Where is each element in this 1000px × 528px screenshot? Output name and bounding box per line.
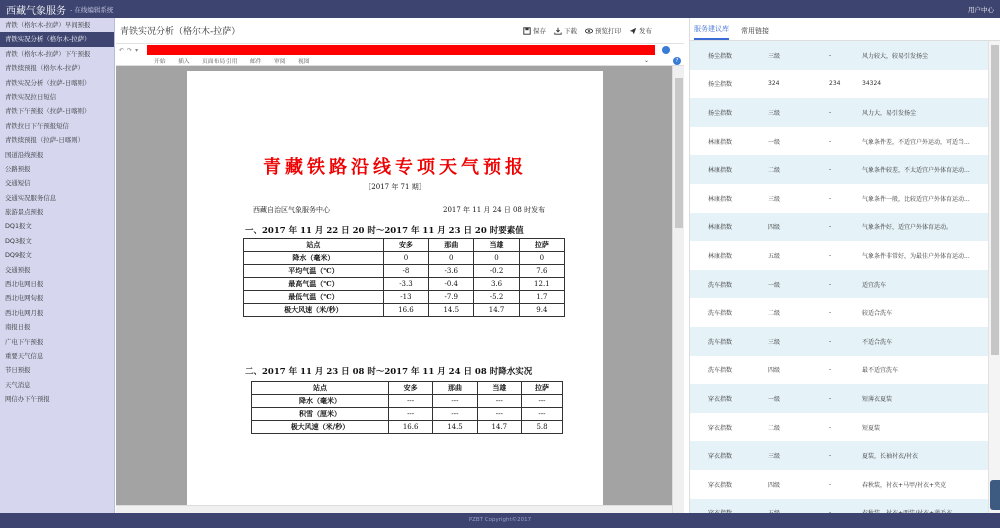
list-item-field: 林康指数 [708, 195, 733, 203]
save-icon [523, 27, 531, 35]
document-title-bar [147, 45, 655, 55]
list-item-field: 三级 [768, 453, 781, 461]
list-item[interactable] [690, 298, 989, 327]
list-item[interactable] [690, 241, 989, 270]
list-item-field: 234 [829, 80, 841, 88]
sidebar-item[interactable]: DQ3报文 [5, 236, 32, 245]
list-item-field: 四级 [768, 224, 781, 232]
sidebar-item[interactable]: 国道沿线预报 [5, 150, 44, 159]
list-item-field: - [829, 137, 832, 145]
list-item[interactable] [690, 384, 989, 413]
doc-issue: ［2017 年 71 期］ [364, 183, 426, 191]
table-cell: --- [433, 408, 477, 421]
list-item-field: 三级 [768, 338, 781, 346]
table-row [252, 421, 563, 434]
table-header-cell: 当雄 [474, 239, 519, 252]
table-cell: --- [477, 395, 521, 408]
list-item-field: 一级 [768, 281, 781, 289]
list-item-field: 324 [768, 80, 780, 88]
sidebar-item[interactable]: 西北电网旬报 [5, 294, 44, 303]
list-item-field: 最不适宜洗车 [862, 367, 899, 375]
list-item-field: 穿衣指数 [708, 453, 733, 461]
right-tabs [690, 18, 1000, 41]
list-item[interactable] [690, 270, 989, 299]
table-header-cell: 安多 [383, 239, 428, 252]
table-cell: 14.5 [429, 304, 474, 317]
table-header-cell: 那曲 [429, 239, 474, 252]
list-item-field: - [829, 452, 832, 460]
save-label: 保存 [533, 27, 546, 35]
table-row-label: 降水（毫米） [252, 395, 389, 408]
download-label: 下载 [564, 27, 577, 35]
list-item-field: 气象条件较差，不太适宜户外体育运动... [862, 167, 970, 175]
table-cell: --- [522, 395, 563, 408]
table-header-cell: 安多 [388, 382, 432, 395]
list-item[interactable] [690, 470, 989, 499]
list-item-field: - [829, 194, 832, 202]
right-panel [689, 18, 1000, 513]
sidebar-item[interactable]: 青铁续预报（拉萨-日喀则） [5, 136, 84, 145]
table-row-label: 降水（毫米） [244, 252, 384, 265]
table-cell: -5.2 [474, 291, 519, 304]
section-heading-1: 一、2017 年 11 月 22 日 20 时～2017 年 11 月 23 日 20 时要素值 [245, 226, 524, 236]
list-item-field: 不适合洗车 [862, 338, 893, 346]
list-item-field: 气象条件差，不适宜户外运动，可适当... [862, 138, 970, 146]
list-item-field: 四级 [768, 481, 781, 489]
list-item-field: - [829, 394, 832, 402]
send-icon [629, 27, 637, 35]
list-item-field: 林康指数 [708, 167, 733, 175]
table-cell: 1.7 [519, 291, 564, 304]
list-item[interactable] [690, 413, 989, 442]
list-item[interactable] [690, 356, 989, 385]
quick-access-bar [116, 44, 684, 56]
list-item-field: - [829, 166, 832, 174]
list-item-field: 短薄衣夏装 [862, 395, 893, 403]
list-item-field: 三级 [768, 195, 781, 203]
list-item-field: 扬尘指数 [708, 81, 733, 89]
table-cell: 14.5 [433, 421, 477, 434]
sidebar-item[interactable]: 交通实况服务信息 [5, 193, 57, 202]
list-item[interactable] [690, 441, 989, 470]
doc-org: 西藏自治区气象服务中心 [253, 206, 330, 214]
ribbon-tab[interactable]: 开始 [154, 59, 166, 65]
list-item-field: 洗车指数 [708, 310, 733, 318]
customize-icon[interactable]: ▾ [135, 46, 139, 54]
ribbon-tab[interactable]: 视图 [298, 59, 310, 65]
list-item-field: 气象条件非常好，为最佳户外体育运动... [862, 252, 970, 260]
list-item-field: 四级 [768, 367, 781, 375]
download-button[interactable] [554, 26, 577, 35]
list-item-field: - [829, 366, 832, 374]
list-item-field: - [829, 51, 832, 59]
list-item-field: - [829, 480, 832, 488]
list-item-field: 洗车指数 [708, 367, 733, 375]
list-item-field: 二级 [768, 424, 781, 432]
table-row [252, 395, 563, 408]
sidebar-item[interactable]: DQ1报文 [5, 222, 32, 231]
ribbon-tabs [116, 56, 684, 66]
table-cell: --- [433, 395, 477, 408]
table-row [244, 278, 565, 291]
table-cell: 9.4 [519, 304, 564, 317]
sidebar-item[interactable]: 南报日报 [5, 323, 31, 332]
undo-icon[interactable]: ↶ [119, 46, 125, 54]
list-item-field: 穿衣指数 [708, 481, 733, 489]
table-cell: --- [522, 408, 563, 421]
table-row-label: 平均气温（℃） [244, 265, 384, 278]
list-item-field: 二级 [768, 310, 781, 318]
table-header-cell: 站点 [244, 239, 384, 252]
list-item-field: - [829, 108, 832, 116]
sidebar-item[interactable]: 青铁实况拉日短信 [5, 92, 57, 101]
list-item-field: 气象条件好，适宜户外体育运动。 [862, 224, 953, 232]
list-item-field: 春秋装，衬衣+马甲/衬衣+夹克 [862, 481, 947, 489]
tab-service-advice[interactable]: 服务建议库 [694, 24, 729, 40]
table-row-label: 最高气温（℃） [244, 278, 384, 291]
list-item-field: 夏装，长袖衬衣/衬衣 [862, 453, 919, 461]
table-row-label: 积雪（厘米） [252, 408, 389, 421]
table-cell: 0 [519, 252, 564, 265]
table-cell: 0 [429, 252, 474, 265]
table-row [244, 304, 565, 317]
ribbon-tab[interactable]: 插入 [178, 59, 190, 65]
list-item-field: - [829, 337, 832, 345]
sidebar-item[interactable]: 青铁实况分析（格尔木-拉萨） [0, 32, 114, 46]
page-title: 青铁实况分析（格尔木-拉萨） [120, 27, 241, 37]
list-item[interactable] [690, 213, 989, 242]
list-item-field: 五级 [768, 252, 781, 260]
sidebar-item[interactable]: 天气消息 [5, 380, 31, 389]
table-cell: 16.6 [383, 304, 428, 317]
table-header-cell: 拉萨 [519, 239, 564, 252]
list-item-field: 风力较大，较易引发扬尘 [862, 52, 929, 60]
list-item-field: 一级 [768, 395, 781, 403]
table-cell: 14.7 [477, 421, 521, 434]
main-panel [116, 18, 684, 513]
table-cell: -3.3 [383, 278, 428, 291]
advice-list [690, 41, 989, 513]
table-cell: -0.2 [474, 265, 519, 278]
table-header-cell: 那曲 [433, 382, 477, 395]
list-item-field: 林康指数 [708, 138, 733, 146]
section-heading-2: 二、2017 年 11 月 23 日 08 时～2017 年 11 月 24 日 08 时降水实况 [245, 367, 533, 377]
sidebar-item[interactable]: 网信办下午预报 [5, 395, 50, 404]
top-bar [0, 0, 1000, 18]
document-area [116, 66, 684, 513]
list-item-field: 二级 [768, 167, 781, 175]
table-cell: 3.6 [474, 278, 519, 291]
table-cell: -8 [383, 265, 428, 278]
list-item[interactable] [690, 41, 989, 70]
list-item-field: 洗车指数 [708, 281, 733, 289]
table-row-label: 极大风速（米/秒） [244, 304, 384, 317]
table-cell: -13 [383, 291, 428, 304]
table-cell: -7.9 [429, 291, 474, 304]
save-button[interactable] [523, 26, 546, 35]
list-item-field: 一级 [768, 138, 781, 146]
toolbar [523, 26, 684, 35]
preview-print-button[interactable] [585, 26, 621, 35]
publish-label: 发布 [639, 27, 652, 35]
document-vertical-scrollbar[interactable] [672, 66, 684, 513]
list-item-field: 短夏装 [862, 424, 881, 432]
app-title: 西藏气象服务 [6, 5, 66, 17]
list-item[interactable] [690, 327, 989, 356]
list-item-field: - [829, 223, 832, 231]
sidebar-item[interactable]: 青铁（格尔木-拉萨）早间预报 [5, 21, 91, 29]
download-icon [554, 27, 562, 35]
list-item-field: 34324 [862, 80, 882, 88]
table-cell: -0.4 [429, 278, 474, 291]
sidebar-item[interactable]: 西北电网月报 [5, 308, 44, 317]
list-item-field: 林康指数 [708, 224, 733, 232]
table-cell: 5.8 [522, 421, 563, 434]
list-item-field: 洗车指数 [708, 338, 733, 346]
sidebar-item[interactable]: 青铁续预报（格尔木-拉萨） [5, 64, 84, 73]
ribbon-tab[interactable]: 页面布局 [202, 59, 226, 65]
table-cell: 12.1 [519, 278, 564, 291]
list-item-field: 风力大，易引发扬尘 [862, 109, 917, 117]
precipitation-table [251, 381, 563, 434]
table-header-cell: 站点 [252, 382, 389, 395]
eye-icon [585, 27, 593, 35]
sidebar-item[interactable]: 青铁（格尔木-拉萨）下午预报 [5, 49, 91, 58]
table-header-cell: 拉萨 [522, 382, 563, 395]
sidebar-item[interactable]: 交通预报 [5, 265, 31, 274]
sidebar-item[interactable]: 交通短信 [5, 179, 31, 188]
list-item-field: 扬尘指数 [708, 52, 733, 60]
table-cell: --- [388, 408, 432, 421]
doc-date: 2017 年 11 月 24 日 08 时发布 [443, 206, 546, 214]
sidebar-item[interactable]: 重要天气信息 [5, 351, 44, 360]
app-subtitle: - 在线编辑系统 [70, 5, 114, 14]
table-cell: 7.6 [519, 265, 564, 278]
ribbon-tab[interactable]: 审阅 [274, 59, 286, 65]
redo-icon[interactable]: ↷ [127, 46, 133, 54]
side-float-tab[interactable] [990, 480, 1000, 510]
table-cell: --- [477, 408, 521, 421]
list-item[interactable] [690, 127, 989, 156]
table-row [244, 252, 565, 265]
table-cell: -3.6 [429, 265, 474, 278]
main-header [116, 18, 684, 44]
table-row [244, 265, 565, 278]
advice-scroll-thumb[interactable] [991, 45, 999, 355]
list-item[interactable] [690, 70, 989, 99]
window-control-icon[interactable] [662, 46, 670, 54]
table-header-cell: 当雄 [477, 382, 521, 395]
list-item-field: - [829, 309, 832, 317]
sidebar-item[interactable]: 公路预报 [5, 164, 31, 173]
table-cell: 0 [383, 252, 428, 265]
document-page[interactable] [187, 71, 603, 513]
help-icon[interactable]: ? [673, 57, 681, 65]
sidebar-item[interactable]: 青铁下午预报（拉萨-日喀则） [5, 107, 91, 116]
list-item-field: 穿衣指数 [708, 395, 733, 403]
sidebar-item[interactable]: 广电下午预报 [5, 337, 44, 346]
document-horizontal-scrollbar[interactable] [116, 505, 672, 513]
sidebar-item[interactable]: DQ9报文 [5, 251, 32, 260]
list-item-field: - [829, 280, 832, 288]
table-cell: 14.7 [474, 304, 519, 317]
list-item[interactable] [690, 155, 989, 184]
list-item-field: - [829, 251, 832, 259]
scroll-thumb[interactable] [675, 78, 683, 228]
table-row-label: 最低气温（℃） [244, 291, 384, 304]
publish-button[interactable] [629, 26, 652, 35]
sidebar-item[interactable]: 青铁实况分析（拉萨-日喀则） [5, 78, 91, 87]
sidebar-item[interactable]: 旅游景点预报 [5, 208, 44, 217]
list-item-field: 林康指数 [708, 252, 733, 260]
ribbon-tab[interactable]: 引用 [226, 59, 238, 65]
tab-common-links[interactable]: 常用链接 [741, 27, 769, 35]
sidebar-item[interactable]: 节日预报 [5, 366, 31, 375]
table-cell: 16.6 [388, 421, 432, 434]
list-item[interactable] [690, 98, 989, 127]
doc-title: 青藏铁路沿线专项天气预报 [263, 157, 527, 178]
table-row-label: 极大风速（米/秒） [252, 421, 389, 434]
preview-print-label: 预览打印 [595, 27, 621, 35]
ribbon-collapse-icon[interactable]: ⌄ [644, 57, 650, 64]
table-row [244, 291, 565, 304]
sidebar-item[interactable]: 青铁拉日下午预报短信 [5, 121, 69, 130]
list-item-field: - [829, 423, 832, 431]
sidebar [0, 18, 115, 513]
list-item-field: 三级 [768, 109, 781, 117]
table-cell: 0 [474, 252, 519, 265]
list-item-field: 适宜洗车 [862, 281, 887, 289]
footer: PZBT Copyright©2017 [0, 513, 1000, 528]
elements-table [243, 238, 565, 317]
list-item-field: 气象条件一般，比较适宜户外体育运动... [862, 195, 970, 203]
advice-scrollbar[interactable] [988, 41, 1000, 513]
list-item-field: 扬尘指数 [708, 109, 733, 117]
ribbon-tab[interactable]: 邮件 [250, 59, 262, 65]
list-item-field: 较适合洗车 [862, 310, 893, 318]
list-item[interactable] [690, 184, 989, 213]
table-cell: --- [388, 395, 432, 408]
user-center-link[interactable]: 用户中心 [968, 5, 994, 14]
list-item-field: 三级 [768, 52, 781, 60]
table-row [252, 408, 563, 421]
list-item-field: 穿衣指数 [708, 424, 733, 432]
sidebar-item[interactable]: 西北电网日报 [5, 280, 44, 289]
